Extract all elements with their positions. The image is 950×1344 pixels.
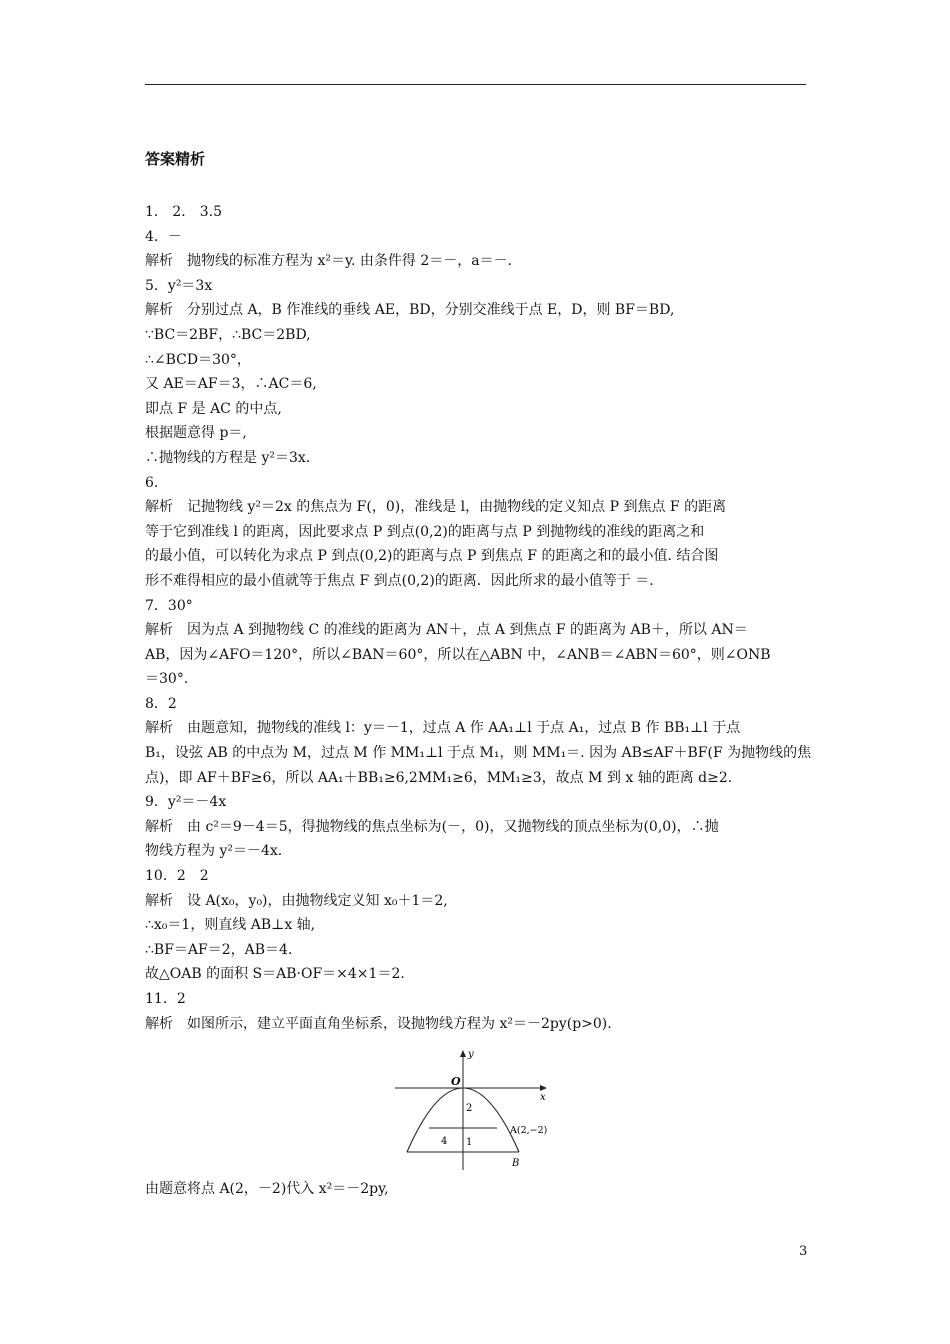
text-line: B₁，设弦 AB 的中点为 M，过点 M 作 MM₁⊥l 于点 M₁，则 MM₁＝. 因为 AB≤AF＋BF(F 为抛物线的焦 <box>145 745 812 762</box>
label-point-a: A(2,−2) <box>510 1125 548 1136</box>
after-figure-line: 由题意将点 A(2，－2)代入 x²＝－2py, <box>145 1181 389 1197</box>
text-line: 4．－ <box>145 228 182 245</box>
text-line: 7．30° <box>145 597 193 614</box>
text-line: 10．2 2 <box>145 868 209 885</box>
label-y: y <box>468 1049 474 1060</box>
text-line: 根据题意得 p＝, <box>145 425 247 442</box>
text-line: 点)，即 AF＋BF≥6，所以 AA₁＋BB₁≥6,2MM₁≥6，MM₁≥3，故点 M 到 x 轴的距离 d≥2. <box>145 769 733 786</box>
text-line: ∵BC＝2BF，∴BC＝2BD, <box>145 326 311 343</box>
text-line: 形不难得相应的最小值就等于焦点 F 到点(0,2)的距离．因此所求的最小值等于 ＝. <box>145 572 654 589</box>
text-line: 解析 由题意知，抛物线的准线 l：y＝－1，过点 A 作 AA₁⊥l 于点 A₁，过点 B 作 BB₁⊥l 于点 <box>145 720 741 737</box>
text-line: AB，因为∠AFO＝120°，所以∠BAN＝60°，所以在△ABN 中，∠ANB＝∠ABN＝60°，则∠ONB <box>145 646 771 663</box>
text-line: 6． <box>145 474 168 491</box>
text-line: 11．2 <box>145 991 186 1007</box>
text-line: 解析 抛物线的标准方程为 x²＝y. 由条件得 2＝－，a＝－. <box>145 253 513 270</box>
text-line: ＝30°. <box>145 671 189 688</box>
y-axis-arrow <box>460 1050 466 1057</box>
text-line: 解析 如图所示，建立平面直角坐标系，设抛物线方程为 x²＝－2py(p>0). <box>145 1015 612 1032</box>
label-origin: O <box>451 1075 461 1088</box>
text-line: 9．y²＝－4x <box>145 794 227 811</box>
header-rule <box>145 84 806 85</box>
text-line: 解析 因为点 A 到抛物线 C 的准线的距离为 AN＋，点 A 到焦点 F 的距离为 AB＋，所以 AN＝ <box>145 622 748 639</box>
text-line: 等于它到准线 l 的距离，因此要求点 P 到点(0,2)的距离与点 P 到抛物线的准线的距离之和 <box>145 523 705 540</box>
text-line: 8．2 <box>145 695 177 712</box>
text-line: 解析 设 A(x₀，y₀)，由抛物线定义知 x₀＋1＝2, <box>145 892 448 909</box>
label-one: 1 <box>466 1137 473 1148</box>
text-line: ∴BF＝AF＝2，AB＝4. <box>145 941 293 958</box>
text-line: 解析 记抛物线 y²＝2x 的焦点为 F(，0)，准线是 l，由抛物线的定义知点 P 到焦点 F 的距离 <box>145 499 727 516</box>
text-line: 解析 分别过点 A，B 作准线的垂线 AE，BD，分别交准线于点 E，D，则 BF＝BD, <box>145 302 675 319</box>
text-line: ∴抛物线的方程是 y²＝3x. <box>145 449 311 466</box>
text-line: 1． 2． 3.5 <box>145 204 222 220</box>
section-title: 答案精析 <box>145 150 206 168</box>
text-line: ∴∠BCD＝30°， <box>145 351 251 368</box>
text-line: 故△OAB 的面积 S＝AB·OF＝×4×1＝2. <box>145 966 405 983</box>
label-two: 2 <box>466 1103 473 1114</box>
parabola-figure <box>393 1048 561 1170</box>
text-line: 的最小值，可以转化为求点 P 到点(0,2)的距离与点 P 到焦点 F 的距离之和的最小值. 结合图 <box>145 548 719 565</box>
text-line: 物线方程为 y²＝－4x. <box>145 843 283 860</box>
label-four: 4 <box>441 1136 448 1147</box>
text-line: ∴x₀＝1，则直线 AB⊥x 轴, <box>145 917 316 934</box>
text-line: 解析 由 c²＝9－4＝5，得抛物线的焦点坐标为(－，0)，又抛物线的顶点坐标为(0,0)，∴抛 <box>145 818 719 835</box>
label-x: x <box>540 1092 546 1103</box>
answer-body <box>145 200 810 1036</box>
page-number: 3 <box>799 1244 808 1259</box>
x-axis-arrow <box>540 1085 547 1091</box>
text-line: 5．y²＝3x <box>145 277 213 294</box>
text-line: 又 AE＝AF＝3，∴AC＝6, <box>145 376 317 393</box>
label-point-b: B <box>512 1158 520 1169</box>
text-line: 即点 F 是 AC 的中点, <box>145 400 282 417</box>
